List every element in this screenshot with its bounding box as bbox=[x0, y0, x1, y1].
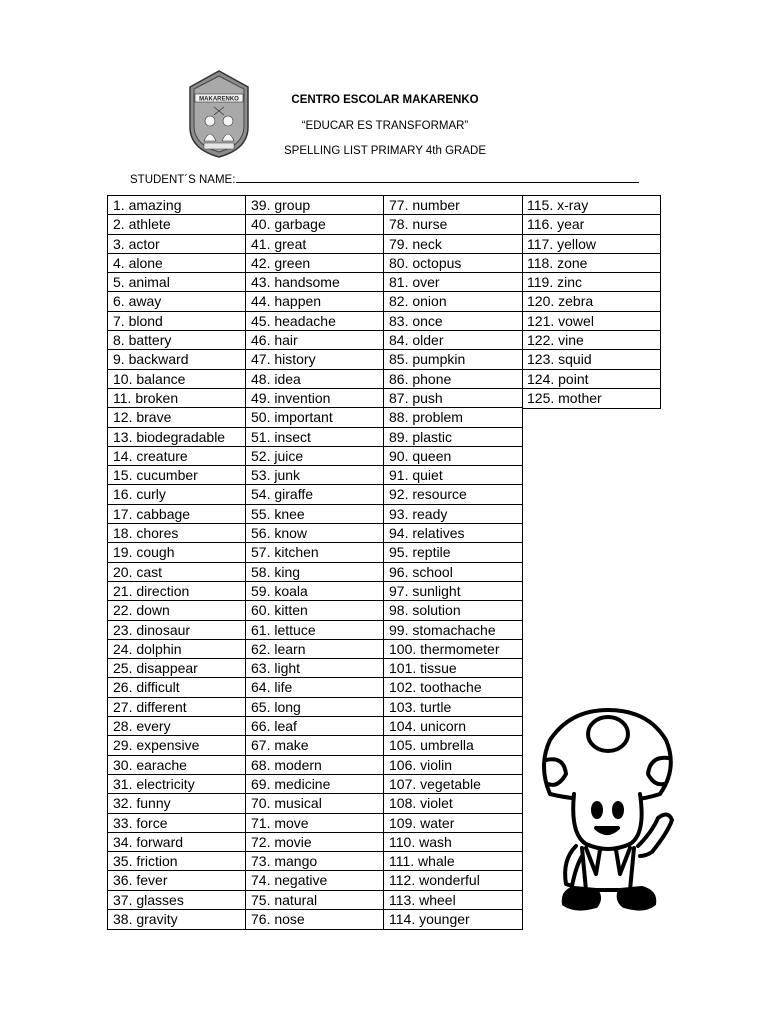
word-cell: 103. turtle bbox=[384, 698, 522, 717]
word-cell: 99. stomachache bbox=[384, 621, 522, 640]
word-cell: 29. expensive bbox=[108, 736, 246, 755]
word-cell: 26. difficult bbox=[108, 678, 246, 697]
word-cell: 104. unicorn bbox=[384, 717, 522, 736]
word-cell: 5. animal bbox=[108, 273, 246, 292]
student-name-field[interactable] bbox=[130, 172, 639, 186]
word-cell: 40. garbage bbox=[246, 215, 384, 234]
word-cell: 69. medicine bbox=[246, 775, 384, 794]
word-cell: 79. neck bbox=[384, 235, 522, 254]
word-cell: 125. mother bbox=[527, 389, 602, 406]
word-cell: 62. learn bbox=[246, 640, 384, 659]
word-cell: 23. dinosaur bbox=[108, 621, 246, 640]
word-cell: 39. group bbox=[246, 196, 384, 215]
word-cell: 27. different bbox=[108, 698, 246, 717]
word-cell: 72. movie bbox=[246, 833, 384, 852]
word-cell: 19. cough bbox=[108, 543, 246, 562]
word-cell: 22. down bbox=[108, 601, 246, 620]
word-cell: 91. quiet bbox=[384, 466, 522, 485]
word-cell: 109. water bbox=[384, 814, 522, 833]
word-cell: 115. x-ray bbox=[522, 196, 660, 215]
student-name-label: STUDENT´S NAME: bbox=[130, 174, 236, 186]
word-cell: 122. vine bbox=[522, 331, 660, 350]
word-column-1 bbox=[107, 195, 246, 930]
word-cell: 4. alone bbox=[108, 254, 246, 273]
word-cell: 16. curly bbox=[108, 485, 246, 504]
document-subtitle: SPELLING LIST PRIMARY 4th GRADE bbox=[284, 145, 486, 157]
word-cell: 25. disappear bbox=[108, 659, 246, 678]
word-cell: 15. cucumber bbox=[108, 466, 246, 485]
word-cell: 50. important bbox=[246, 408, 384, 427]
word-cell: 85. pumpkin bbox=[384, 350, 522, 369]
word-cell: 52. juice bbox=[246, 447, 384, 466]
word-cell: 47. history bbox=[246, 350, 384, 369]
word-cell: 70. musical bbox=[246, 794, 384, 813]
word-cell: 46. hair bbox=[246, 331, 384, 350]
word-cell: 112. wonderful bbox=[384, 871, 522, 890]
word-cell: 81. over bbox=[384, 273, 522, 292]
word-cell: 120. zebra bbox=[522, 292, 660, 311]
word-cell: 31. electricity bbox=[108, 775, 246, 794]
word-cell: 75. natural bbox=[246, 891, 384, 910]
word-cell: 24. dolphin bbox=[108, 640, 246, 659]
word-cell: 123. squid bbox=[522, 350, 660, 369]
word-cell: 12. brave bbox=[108, 408, 246, 427]
word-cell: 117. yellow bbox=[522, 235, 660, 254]
word-cell: 42. green bbox=[246, 254, 384, 273]
word-cell: 51. insect bbox=[246, 428, 384, 447]
word-cell: 38. gravity bbox=[113, 910, 178, 927]
word-cell: 13. biodegradable bbox=[108, 428, 246, 447]
word-cell: 1. amazing bbox=[108, 196, 246, 215]
student-name-line[interactable] bbox=[236, 172, 639, 183]
word-cell: 116. year bbox=[522, 215, 660, 234]
word-cell: 68. modern bbox=[246, 756, 384, 775]
word-cell: 8. battery bbox=[108, 331, 246, 350]
word-cell: 106. violin bbox=[384, 756, 522, 775]
word-cell: 108. violet bbox=[384, 794, 522, 813]
word-cell: 60. kitten bbox=[246, 601, 384, 620]
word-cell: 73. mango bbox=[246, 852, 384, 871]
word-cell: 35. friction bbox=[108, 852, 246, 871]
word-cell: 96. school bbox=[384, 563, 522, 582]
word-cell: 119. zinc bbox=[522, 273, 660, 292]
word-cell: 17. cabbage bbox=[108, 505, 246, 524]
word-cell: 86. phone bbox=[384, 370, 522, 389]
word-cell: 90. queen bbox=[384, 447, 522, 466]
word-cell: 37. glasses bbox=[108, 891, 246, 910]
word-cell: 10. balance bbox=[108, 370, 246, 389]
word-cell: 98. solution bbox=[384, 601, 522, 620]
school-crest-logo bbox=[186, 69, 252, 159]
word-cell: 58. king bbox=[246, 563, 384, 582]
word-cell: 93. ready bbox=[384, 505, 522, 524]
word-column-4 bbox=[522, 195, 661, 409]
word-cell: 14. creature bbox=[108, 447, 246, 466]
word-cell: 2. athlete bbox=[108, 215, 246, 234]
word-cell: 95. reptile bbox=[384, 543, 522, 562]
word-cell: 87. push bbox=[384, 389, 522, 408]
word-cell: 121. vowel bbox=[522, 312, 660, 331]
word-cell: 65. long bbox=[246, 698, 384, 717]
word-cell: 41. great bbox=[246, 235, 384, 254]
word-cell: 34. forward bbox=[108, 833, 246, 852]
word-cell: 3. actor bbox=[108, 235, 246, 254]
word-cell: 55. knee bbox=[246, 505, 384, 524]
word-cell: 48. idea bbox=[246, 370, 384, 389]
word-cell: 61. lettuce bbox=[246, 621, 384, 640]
word-cell: 7. blond bbox=[108, 312, 246, 331]
word-column-3 bbox=[383, 195, 523, 930]
word-cell: 30. earache bbox=[108, 756, 246, 775]
word-cell: 100. thermometer bbox=[384, 640, 522, 659]
word-cell: 102. toothache bbox=[384, 678, 522, 697]
word-cell: 88. problem bbox=[384, 408, 522, 427]
word-cell: 63. light bbox=[246, 659, 384, 678]
logo-text: MAKARENKO bbox=[199, 96, 239, 103]
school-name: CENTRO ESCOLAR MAKARENKO bbox=[291, 94, 479, 106]
word-cell: 78. nurse bbox=[384, 215, 522, 234]
word-cell: 33. force bbox=[108, 814, 246, 833]
word-cell: 83. once bbox=[384, 312, 522, 331]
toad-character-icon bbox=[536, 706, 678, 918]
word-cell: 67. make bbox=[246, 736, 384, 755]
word-cell: 6. away bbox=[108, 292, 246, 311]
word-cell: 53. junk bbox=[246, 466, 384, 485]
word-cell: 11. broken bbox=[108, 389, 246, 408]
word-cell: 80. octopus bbox=[384, 254, 522, 273]
word-cell: 97. sunlight bbox=[384, 582, 522, 601]
word-cell: 18. chores bbox=[108, 524, 246, 543]
word-cell: 71. move bbox=[246, 814, 384, 833]
word-cell: 118. zone bbox=[522, 254, 660, 273]
word-cell: 110. wash bbox=[384, 833, 522, 852]
word-cell: 113. wheel bbox=[384, 891, 522, 910]
word-cell: 20. cast bbox=[108, 563, 246, 582]
word-column-2 bbox=[245, 195, 384, 930]
word-cell: 28. every bbox=[108, 717, 246, 736]
word-cell: 21. direction bbox=[108, 582, 246, 601]
word-cell: 64. life bbox=[246, 678, 384, 697]
word-cell: 56. know bbox=[246, 524, 384, 543]
word-cell: 49. invention bbox=[246, 389, 384, 408]
word-cell: 76. nose bbox=[251, 910, 305, 927]
word-cell: 77. number bbox=[384, 196, 522, 215]
word-cell: 54. giraffe bbox=[246, 485, 384, 504]
word-cell: 114. younger bbox=[389, 910, 470, 927]
word-cell: 89. plastic bbox=[384, 428, 522, 447]
word-cell: 32. funny bbox=[108, 794, 246, 813]
word-cell: 107. vegetable bbox=[384, 775, 522, 794]
word-cell: 45. headache bbox=[246, 312, 384, 331]
word-cell: 44. happen bbox=[246, 292, 384, 311]
word-cell: 111. whale bbox=[384, 852, 522, 871]
word-cell: 124. point bbox=[522, 370, 660, 389]
school-motto: “EDUCAR ES TRANSFORMAR” bbox=[301, 120, 469, 132]
word-cell: 43. handsome bbox=[246, 273, 384, 292]
word-cell: 74. negative bbox=[246, 871, 384, 890]
word-cell: 84. older bbox=[384, 331, 522, 350]
word-cell: 66. leaf bbox=[246, 717, 384, 736]
word-cell: 101. tissue bbox=[384, 659, 522, 678]
word-cell: 105. umbrella bbox=[384, 736, 522, 755]
word-cell: 57. kitchen bbox=[246, 543, 384, 562]
word-cell: 59. koala bbox=[246, 582, 384, 601]
word-cell: 82. onion bbox=[384, 292, 522, 311]
word-cell: 36. fever bbox=[108, 871, 246, 890]
word-cell: 9. backward bbox=[108, 350, 246, 369]
word-cell: 92. resource bbox=[384, 485, 522, 504]
word-cell: 94. relatives bbox=[384, 524, 522, 543]
